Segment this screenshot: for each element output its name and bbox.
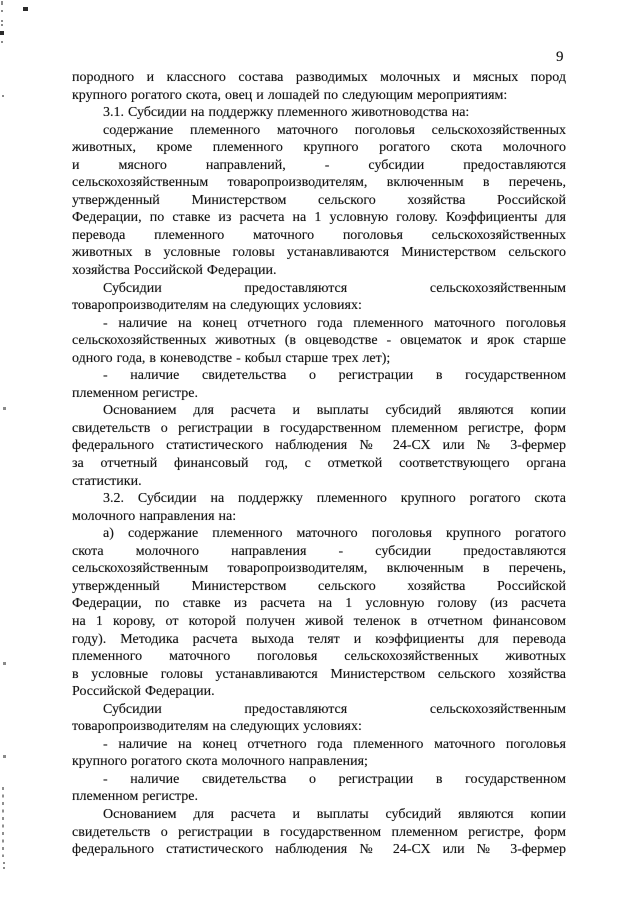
text-line: 3.2. Субсидии на поддержку племенного крупного рогатого скота bbox=[103, 491, 566, 507]
text-line: 3.1. Субсидии на поддержку племенного животноводства на: bbox=[103, 105, 470, 121]
text-line: хозяйства Российской Федерации. bbox=[72, 263, 277, 279]
text-line: свидетельств о регистрации в государственном племенном регистре, форм bbox=[72, 420, 566, 436]
text-line: перевода племенного маточного поголовья сельскохозяйственных bbox=[72, 227, 566, 243]
text-line: федерального статистического наблюдения № 24-СХ или № 3-фермер bbox=[72, 438, 566, 454]
text-line: свидетельств о регистрации в государственном племенном регистре, форм bbox=[72, 824, 566, 840]
text-line: утвержденный Министерством сельского хозяйства Российской bbox=[72, 192, 566, 208]
text-line: федерального статистического наблюдения № 24-СХ или № 3-фермер bbox=[72, 842, 566, 858]
text-line: животных, кроме племенного крупного рогатого скота молочного bbox=[72, 140, 566, 156]
text-line: а) содержание племенного маточного поголовья крупного рогатого bbox=[103, 526, 566, 542]
text-line: Субсидии предоставляются сельскохозяйственным bbox=[103, 701, 566, 717]
text-line: - наличие свидетельства о регистрации в государственном bbox=[103, 368, 566, 384]
text-line: статистики. bbox=[72, 473, 142, 489]
scan-speck bbox=[2, 95, 4, 97]
text-line: сельскохозяйственным товаропроизводителям, включенным в перечень, bbox=[72, 561, 566, 577]
text-line: породного и классного состава разводимых молочных и мясных пород bbox=[72, 70, 566, 85]
scan-dashed-edge-line bbox=[2, 787, 4, 857]
scan-speck bbox=[3, 867, 5, 869]
scan-speck bbox=[0, 31, 4, 35]
document-text bbox=[72, 69, 566, 859]
text-line: содержание племенного маточного поголовья сельскохозяйственных bbox=[103, 122, 566, 138]
scan-speck bbox=[3, 662, 6, 665]
text-line: Федерации, по ставке из расчета на 1 условную голову. Коэффициенты для bbox=[72, 210, 566, 226]
text-line: сельскохозяйственным товаропроизводителям, включенным в перечень, bbox=[72, 175, 566, 191]
text-line: Основанием для расчета и выплаты субсидий являются копии bbox=[103, 806, 566, 822]
scan-speck bbox=[3, 407, 6, 410]
scan-speck bbox=[1, 41, 3, 43]
text-line: Субсидии предоставляются сельскохозяйственным bbox=[103, 280, 566, 296]
scan-speck bbox=[1, 1, 3, 5]
text-line: скота молочного направления - субсидии предоставляются bbox=[72, 543, 566, 559]
text-line: племенном регистре. bbox=[72, 385, 199, 401]
text-line: на 1 корову, от которой получен живой теленок в отчетном финансовом bbox=[72, 613, 566, 629]
scan-speck bbox=[3, 755, 6, 758]
scan-speck bbox=[3, 862, 5, 864]
text-line: молочного направления на: bbox=[72, 508, 237, 524]
text-line: - наличие свидетельства о регистрации в государственном bbox=[103, 771, 566, 787]
text-line: Российской Федерации. bbox=[72, 684, 215, 700]
text-line: за отчетный финансовый год, с отметкой соответствующего органа bbox=[72, 456, 566, 472]
scan-speck bbox=[23, 7, 28, 11]
text-line: и мясного направлений, - субсидии предоставляются bbox=[72, 157, 566, 173]
text-line: товаропроизводителям на следующих условиях: bbox=[72, 719, 362, 735]
text-line: - наличие на конец отчетного года племенного маточного поголовья bbox=[103, 315, 566, 331]
text-line: племенном регистре. bbox=[72, 789, 199, 805]
text-line: в условные головы устанавливаются Министерством сельского хозяйства bbox=[72, 666, 566, 682]
text-line: Основанием для расчета и выплаты субсидий являются копии bbox=[103, 403, 566, 419]
page-number: 9 bbox=[556, 49, 564, 65]
text-line: Федерации, по ставке из расчета на 1 условную голову (из расчета bbox=[72, 596, 566, 612]
text-line: крупного рогатого скота, овец и лошадей по следующим мероприятиям: bbox=[72, 87, 508, 103]
scan-speck bbox=[1, 10, 3, 12]
text-line: утвержденный Министерством сельского хозяйства Российской bbox=[72, 578, 566, 594]
text-line: - наличие на конец отчетного года племенного маточного поголовья bbox=[103, 736, 566, 752]
text-line: году). Методика расчета выхода телят и коэффициенты для перевода bbox=[72, 631, 566, 647]
text-line: животных в условные головы устанавливаются Министерством сельского bbox=[72, 245, 566, 261]
scan-speck bbox=[1, 24, 3, 26]
text-line: племенного маточного поголовья сельскохозяйственных животных bbox=[72, 649, 566, 665]
text-line: товаропроизводителям на следующих условиях: bbox=[72, 298, 362, 314]
text-line: сельскохозяйственных животных (в овцеводстве - овцематок и ярок старше bbox=[72, 333, 566, 349]
scan-speck bbox=[1, 20, 3, 22]
text-line: крупного рогатого скота молочного направления; bbox=[72, 754, 368, 770]
text-line: одного года, в коневодстве - кобыл старше трех лет); bbox=[72, 350, 391, 366]
